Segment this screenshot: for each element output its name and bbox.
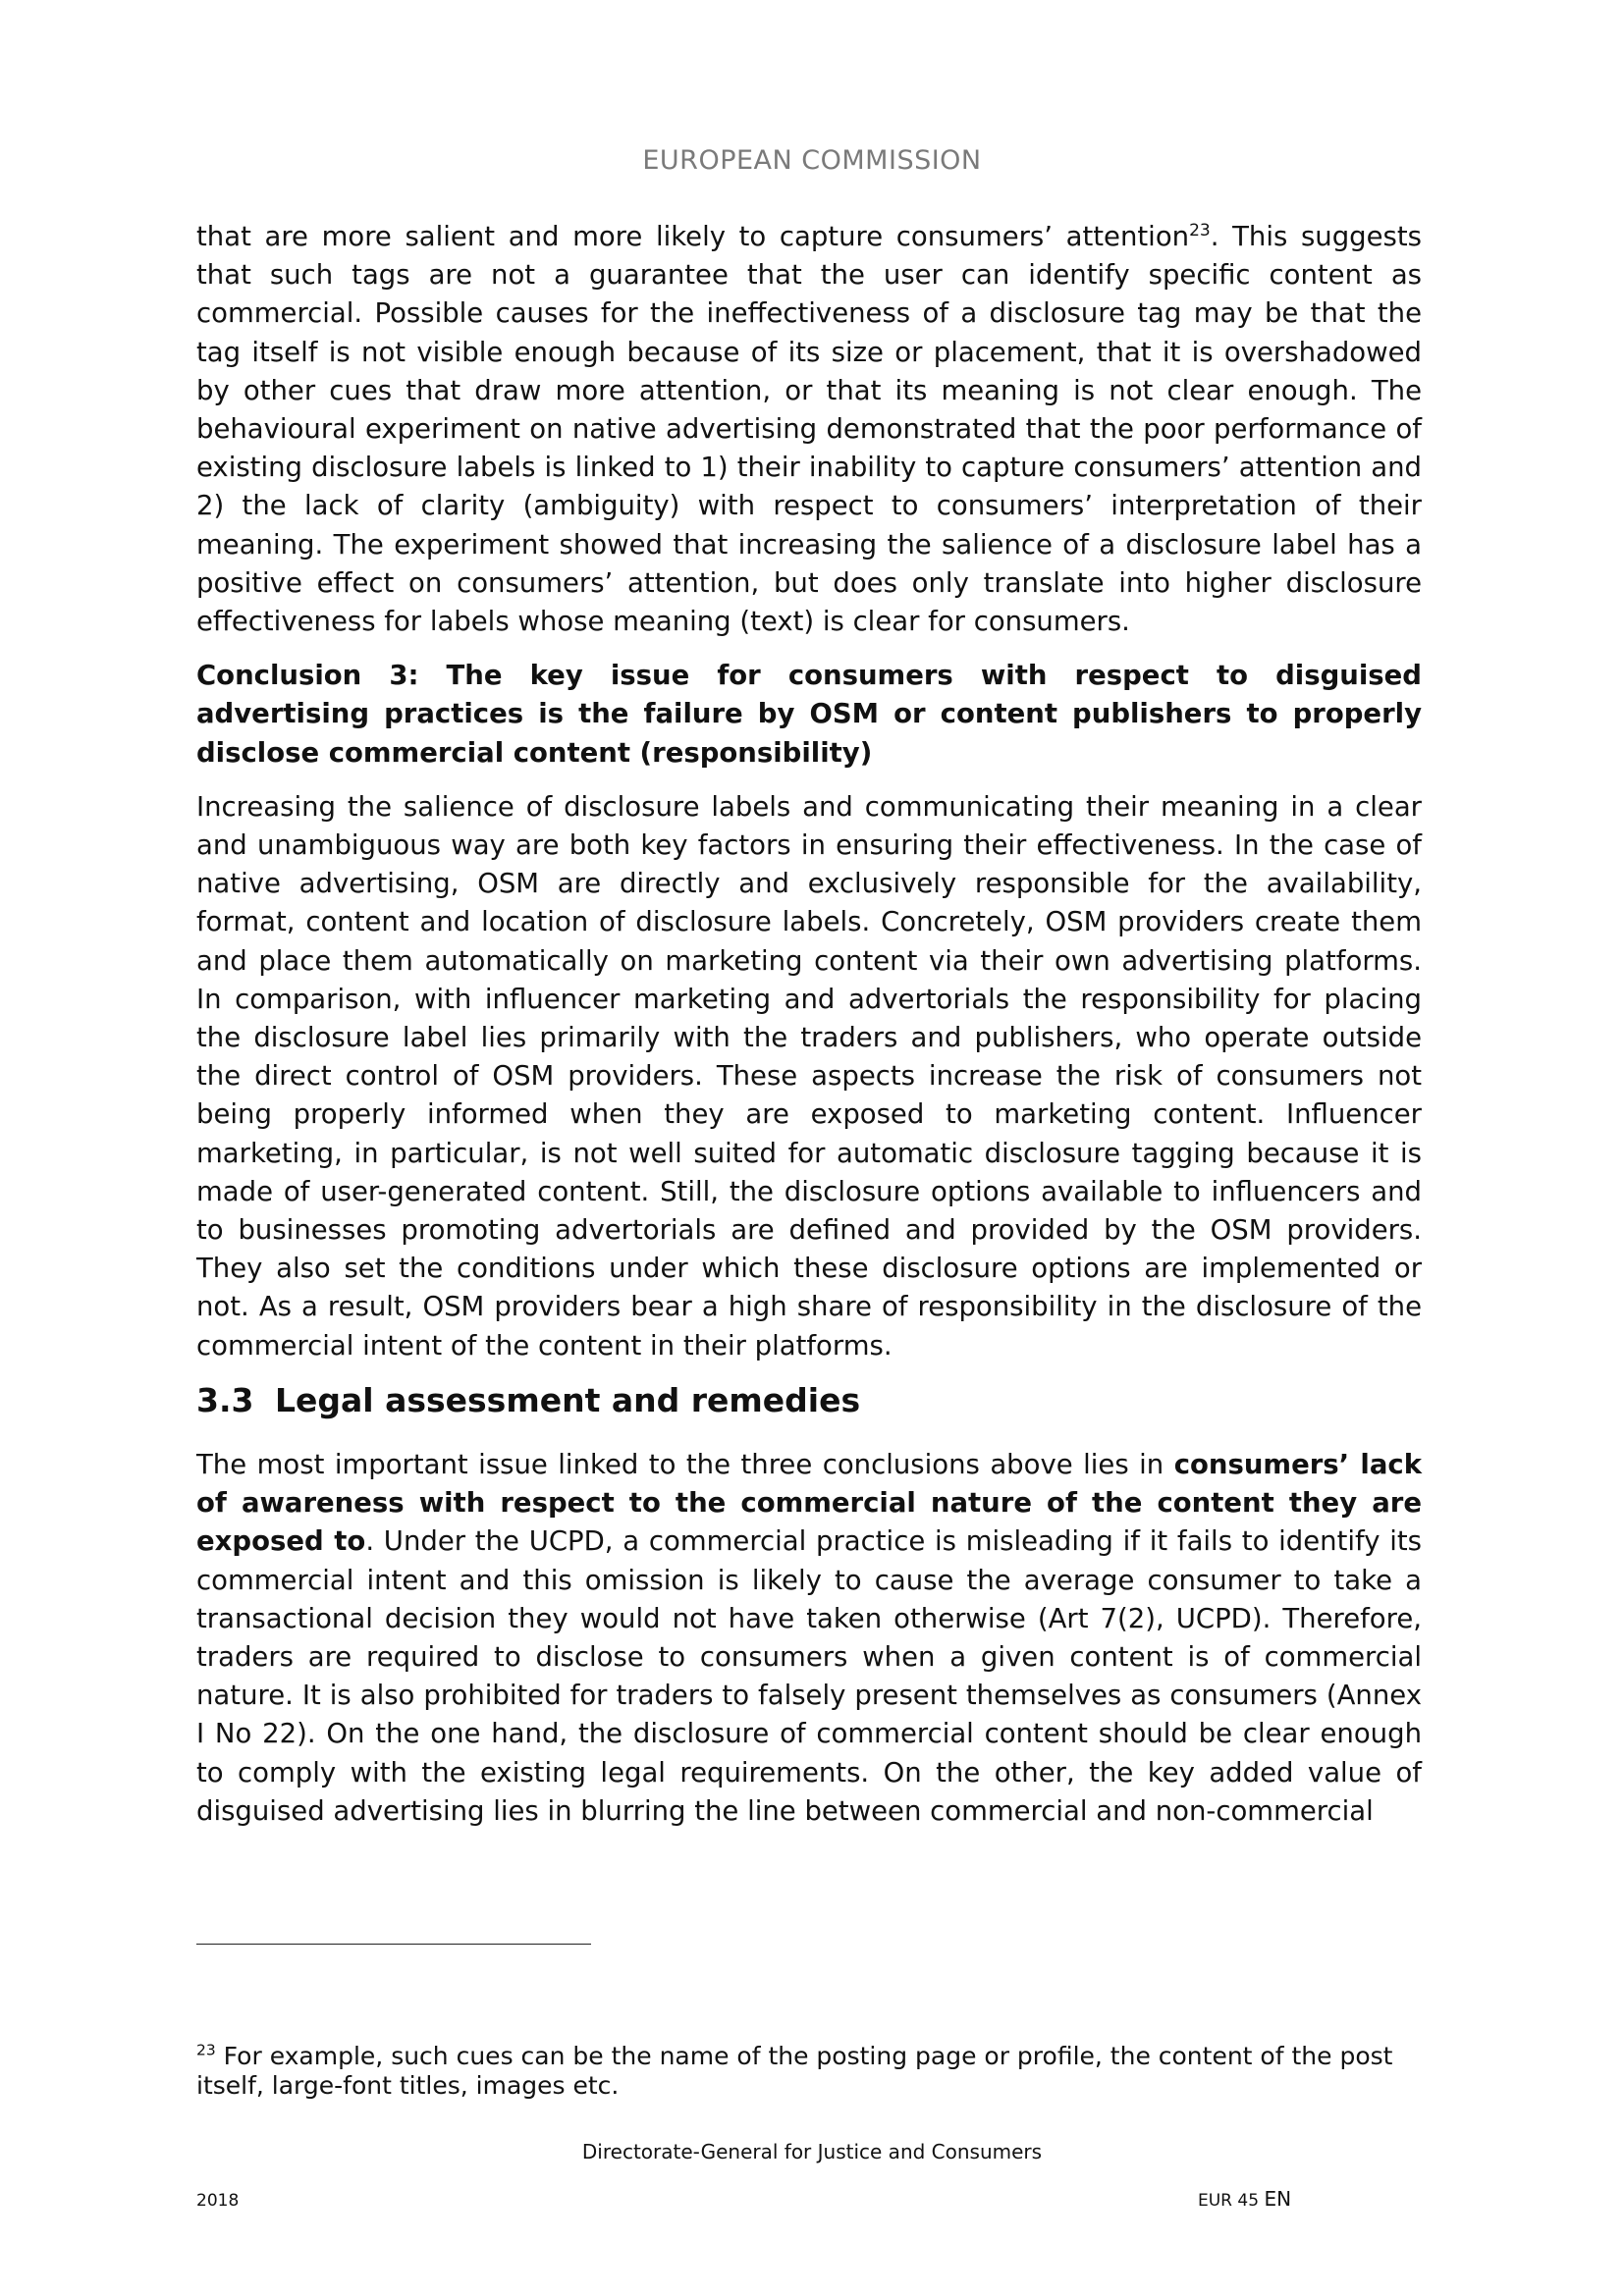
- footnote-23: [196, 2042, 1422, 2101]
- paragraph-3-emphasis: consumers’ lack of awareness with respect to the commercial nature of the content they are exposed to: [196, 1448, 1422, 1558]
- paragraph-1-end: . This suggests that such tags are not a guarantee that the user can identify specific content as commercial. Possible causes for the ineffectiveness of a disclosure tag may be that the tag itself is not visible enough because of its size or placement, that it is overshadowed by other cues that draw more attention, or that its meaning is not clear enough. The behavioural experiment on native advertising demonstrated that the poor performance of existing disclosure labels is linked to 1) their inability to capture consumers’ attention and 2) the lack of clarity (ambiguity) with respect to consumers’ interpretation of their meaning. The experiment showed that increasing the salience of a disclosure label has a positive effect on consumers’ attention, but does only translate into higher disclosure effectiveness for labels whose meaning (text) is clear for consumers.: [196, 221, 1422, 638]
- conclusion-3-heading: Conclusion 3: The key issue for consumers with respect to disguised advertising practices is the failure by OSM or content publishers to properly disclose commercial content (responsibility): [196, 660, 1422, 769]
- main-content: [196, 218, 1422, 1846]
- section-number: 3.3: [196, 1380, 254, 1419]
- paragraph-2: Increasing the salience of disclosure labels and communicating their meaning in a clear and unambiguous way are both key factors in ensuring their effectiveness. In the case of native advertising, OSM are directly and exclusively responsible for the availability, format, content and location of disclosure labels. Concretely, OSM providers create them and place them automatically on marketing content via their own advertising platforms. In comparison, with influencer marketing and advertorials the responsibility for placing the disclosure label lies primarily with the traders and publishers, who operate outside the direct control of OSM providers. These aspects increase the risk of consumers not being properly informed when they are exposed to marketing content. Influencer marketing, in particular, is not well suited for automatic disclosure tagging because it is made of user-generated content. Still, the disclosure options available to influencers and to businesses promoting advertorials are defined and provided by the OSM providers. They also set the conditions under which these disclosure options are implemented or not. As a result, OSM providers bear a high share of responsibility in the disclosure of the commercial intent of the content in their platforms.: [196, 790, 1422, 1362]
- section-heading: [196, 1381, 1422, 1420]
- page-header: EUROPEAN COMMISSION: [642, 145, 982, 176]
- paragraph-1: [196, 218, 1422, 641]
- section-title: Legal assessment and remedies: [275, 1380, 861, 1419]
- footer-year: 2018: [196, 2191, 240, 2211]
- footer-code: EUR 45: [1198, 2191, 1260, 2211]
- paragraph-3-intro: The most important issue linked to the three conclusions above lies in: [196, 1448, 1174, 1480]
- paragraph-1-start: that are more salient and more likely to capture consumers’ attention: [196, 221, 1190, 252]
- footer-doc-code: [1198, 2187, 1291, 2211]
- footer-directorate: Directorate-General for Justice and Consumers: [581, 2140, 1043, 2163]
- footnote-number: 23: [196, 2041, 216, 2059]
- paragraph-3: [196, 1446, 1422, 1831]
- paragraph-3-rest: . Under the UCPD, a commercial practice is misleading if it fails to identify its commercial intent and this omission is likely to cause the average consumer to take a transactional decision they would not have taken otherwise (Art 7(2), UCPD). Therefore, traders are required to disclose to consumers when a given content is of commercial nature. It is also prohibited for traders to falsely present themselves as consumers (Annex I No 22). On the one hand, the disclosure of commercial content should be clear enough to comply with the existing legal requirements. On the other, the key added value of disguised advertising lies in blurring the line between commercial and non-commercial: [196, 1525, 1422, 1827]
- footer-lang: EN: [1264, 2187, 1292, 2211]
- footnote-text: For example, such cues can be the name of the posting page or profile, the content of the post itself, large-font titles, images etc.: [196, 2042, 1393, 2100]
- footnote-divider: [196, 1944, 591, 1945]
- footnote-ref-23[interactable]: 23: [1189, 220, 1211, 240]
